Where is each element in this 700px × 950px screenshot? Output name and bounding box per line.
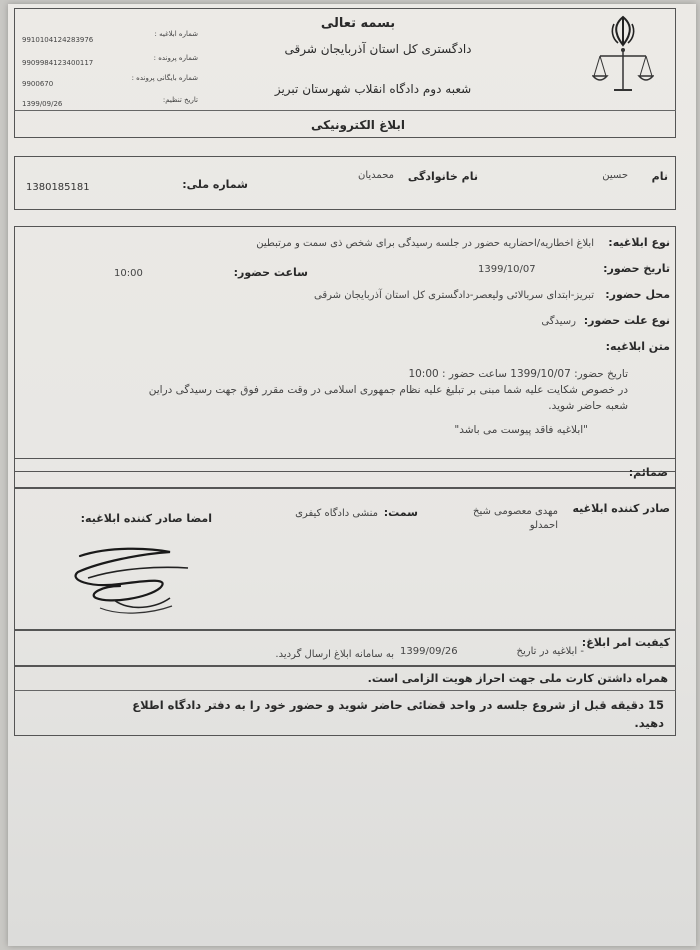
branch-name: شعبه دوم دادگاه انقلاب شهرستان تبریز [274, 82, 472, 96]
issuer-label: صادر کننده ابلاغیه [572, 502, 670, 515]
date-label: تاریخ حضور: [603, 262, 670, 275]
meta-value-archive-number: 9900670 [22, 80, 54, 88]
notice-type-value: ابلاغ اخطاریه/احضاریه حضور در جلسه رسیدگی برای شخص ذی سمت و مرتبطین [256, 238, 594, 249]
delivery-label: کیفیت امر ابلاغ: [581, 636, 670, 649]
national-id-value: 1380185181 [26, 182, 90, 193]
national-id-label: شماره ملی: [182, 178, 248, 191]
family-label: نام خانوادگی [407, 170, 478, 183]
meta-value-notice-number: 9910104124283976 [22, 36, 94, 44]
meta-value-date: 1399/09/26 [22, 100, 63, 108]
delivery-date: 1399/09/26 [400, 646, 458, 657]
attachments-box [14, 458, 676, 488]
notice-text-line2: در خصوص شکایت علیه شما مبنی بر تبلیغ علیه نظام جمهوری اسلامی در وقت مقرر فوق جهت رسیدگی دراین [148, 384, 628, 396]
meta-label-archive-number: شماره بایگانی پرونده : [131, 74, 198, 82]
name-value: حسین [602, 170, 628, 181]
place-label: محل حضور: [605, 288, 670, 301]
notice-document [8, 4, 696, 946]
meta-label-notice-number: شماره ابلاغیه : [154, 30, 198, 38]
signature-label: امضا صادر کننده ابلاغیه: [80, 512, 212, 525]
meta-label-case-number: شماره پرونده : [153, 54, 198, 62]
delivery-prefix: - ابلاغیه در تاریخ [516, 646, 584, 657]
note-line1: همراه داشتن کارت ملی جهت احراز هویت الزامی است. [367, 672, 668, 685]
time-label: ساعت حضور: [233, 266, 308, 279]
name-label: نام [651, 170, 668, 183]
notice-type-label: نوع ابلاغیه: [608, 236, 670, 249]
court-name: دادگستری کل استان آذربایجان شرقی [284, 42, 472, 56]
reason-label: نوع علت حضور: [583, 314, 670, 327]
notice-text-line4: "ابلاغیه فاقد پیوست می باشد" [454, 424, 588, 436]
issuer-name-line1: مهدی معصومی شیخ [473, 506, 558, 517]
delivery-suffix: به سامانه ابلاغ ارسال گردید. [275, 649, 394, 660]
place-value: تبریز-ابتدای سربالائی ولیعصر-دادگستری کل استان آذربایجان شرقی [314, 290, 594, 301]
doc-title: ابلاغ الکترونیکی [310, 118, 406, 132]
note-line2: 15 دقیقه قبل از شروع جلسه در واحد قضائی حاضر شوید و حضور خود را به دفتر دادگاه اطلاع دهید. [132, 698, 664, 731]
notice-text-line1: تاریخ حضور: 1399/10/07 ساعت حضور : 10:00 [408, 368, 628, 380]
iran-emblem-icon [608, 14, 638, 48]
date-value: 1399/10/07 [478, 264, 536, 275]
issuer-role-value: منشی دادگاه کیفری [295, 508, 378, 519]
meta-label-date: تاریخ تنظیم: [162, 96, 198, 104]
meta-value-case-number: 9909984123400117 [22, 59, 94, 67]
signature-mark [60, 538, 200, 620]
notice-text-label: متن ابلاغیه: [605, 340, 670, 353]
issuer-name-line2: احمدلو [529, 520, 558, 531]
bismillah: بسمه تعالی [320, 16, 396, 31]
issuer-role-label: سمت: [383, 506, 418, 519]
attachments-label: ضمائم: [628, 466, 668, 479]
notice-text-line3: شعبه حاضر شوید. [548, 400, 628, 412]
scales-of-justice-icon [592, 46, 654, 96]
reason-value: رسیدگی [541, 316, 576, 327]
family-value: محمدیان [357, 170, 394, 181]
time-value: 10:00 [114, 268, 143, 279]
person-box [14, 156, 676, 210]
